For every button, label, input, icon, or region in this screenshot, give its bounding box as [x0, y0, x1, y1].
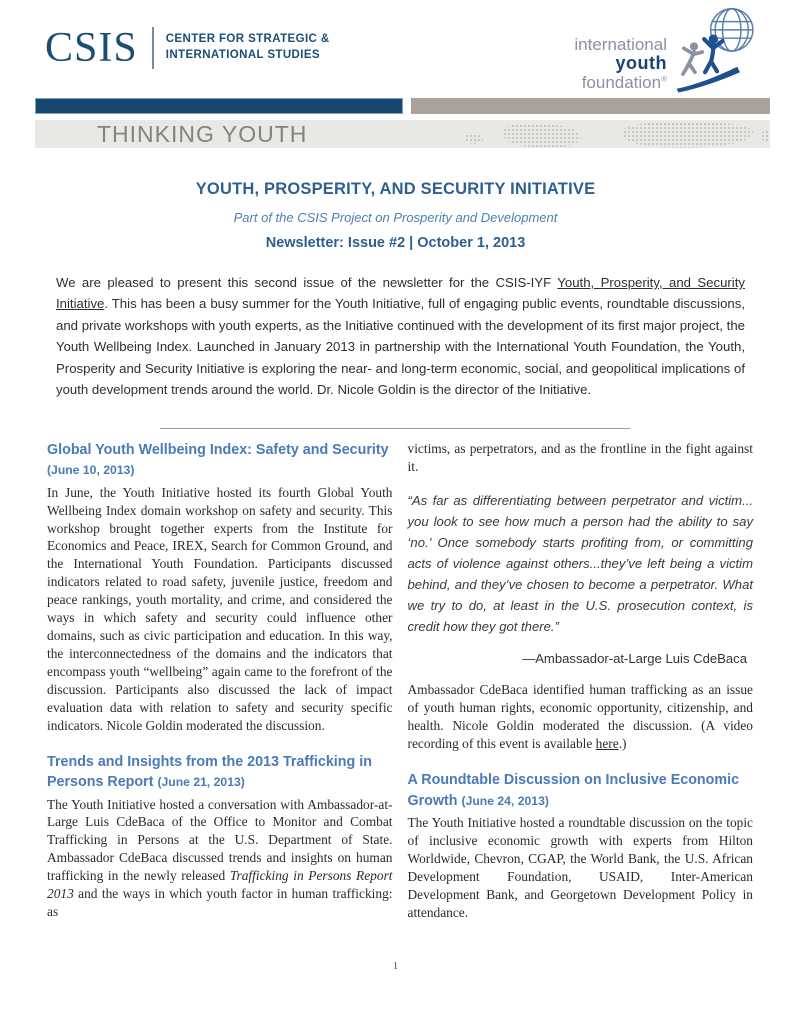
article2-text-before: The Youth Initiative hosted a conversation with Ambassador-at-Large Luis CdeBaca of the Office to Monitor and Combat Trafficking in Persons at the U.S. Department of State. Ambassador CdeBaca discussed trends and insights on human trafficking in the newly released — [47, 796, 393, 884]
intro-text-before: We are pleased to present this second issue of the newsletter for the CSIS-IYF — [56, 275, 558, 290]
initiative-link[interactable]: Youth, Prosperity, and Security Initiative — [56, 275, 745, 312]
video-recording-link[interactable]: here — [595, 736, 619, 752]
masthead — [0, 0, 791, 97]
registered-mark: ® — [661, 74, 667, 84]
bar-gap — [403, 98, 411, 114]
blue-bar — [35, 98, 403, 114]
left-column — [47, 440, 393, 922]
thinking-youth-banner — [35, 120, 770, 148]
article1-date: (June 10, 2013) — [47, 463, 135, 478]
article1-body: In June, the Youth Initiative hosted its fourth Global Youth Wellbeing Index domain workshop on safety and security. This workshop brought together experts from the Institute for Economics and Peace, IREX, Search for Common Ground, and the International Youth Foundation. Participants discussed indicators related to road safety, juvenile justice, freedom and peace rankings, youth mortality, and crime, and considered the ways in which safety and security could influence other domains, such as civic participation and education. In this way, the interconnectedness of the domains and the indicators that encompass youth “wellbeing” again came to the forefront of the discussion. Participants also discussed the lack of impact evaluation data with relation to safety and security specific indicators. Nicole Goldin moderated the discussion. — [47, 484, 393, 733]
cdebaca-text-before: Ambassador CdeBaca identified human trafficking as an issue of youth human rights, economic opportunity, citizenship, and health. Nicole Goldin moderated the discussion. (A video recording of this event is available — [407, 682, 753, 752]
csis-logo-divider — [152, 27, 154, 69]
article-columns — [47, 440, 753, 922]
cdebaca-paragraph — [408, 681, 754, 753]
page-number: 1 — [392, 960, 399, 972]
article2-body — [47, 796, 393, 922]
cdebaca-text-after: .) — [618, 736, 627, 752]
dotted-map-fragment — [465, 134, 483, 144]
intro-paragraph — [56, 272, 745, 400]
title-block — [0, 180, 791, 251]
banner-title: THINKING YOUTH — [97, 120, 308, 147]
iyf-text-youth: youth — [615, 53, 667, 74]
section-divider — [160, 428, 630, 429]
right-column — [408, 440, 754, 922]
intro-text-after: . This has been a busy summer for the Youth Initiative, full of engaging public events, roundtable discussions, and private workshops with youth experts, as the Initiative continued with the development of its first major project, the Youth Wellbeing Index. Launched in January 2013 in partnership with the International Youth Foundation, the Youth, Prosperity and Security Initiative is exploring the near- and long-term economic, social, and geopolitical implications of youth development trends around the world. Dr. Nicole Goldin is the director of the Initiative. — [56, 296, 745, 397]
article2-date: (June 21, 2013) — [157, 775, 245, 790]
dotted-map-fragment — [761, 130, 770, 142]
csis-name-line2: INTERNATIONAL STUDIES — [165, 49, 321, 61]
report-title-italic: Trafficking in Persons Report 2013 — [47, 868, 393, 902]
iyf-globe-figures-icon — [671, 6, 763, 98]
page-subtitle: Part of the CSIS Project on Prosperity and Development — [233, 210, 558, 225]
two-tone-rule — [35, 98, 770, 114]
article3-heading: A Roundtable Discussion on Inclusive Economic Growth (June 24, 2013) — [407, 772, 740, 809]
csis-name-line1: CENTER FOR STRATEGIC & — [165, 33, 330, 46]
article2-text-after: and the ways in which youth factor in human trafficking: as — [47, 886, 393, 920]
iyf-text-international: international — [574, 34, 667, 54]
dotted-map-fragment — [503, 124, 581, 148]
article2-continuation: victims, as perpetrators, and as the frontline in the fight against it. — [407, 441, 753, 474]
article2-heading: Trends and Insights from the 2013 Trafficking in Persons Report (June 21, 2013) — [47, 753, 372, 791]
iyf-logo-text — [574, 36, 667, 92]
csis-logo — [45, 27, 330, 69]
csis-full-name — [166, 32, 330, 63]
iyf-text-foundation: foundation® — [581, 72, 667, 92]
article3-body: The Youth Initiative hosted a roundtable discussion on the topic of inclusive economic growth with experts from Hilton Worldwide, Chevron, CGAP, the World Bank, the U.S. African Development Foundation, USAID, Inter-American Development Bank, and Georgetown Development Policy in attendance. — [407, 814, 753, 920]
pull-quote: “As far as differentiating between perpetrator and victim... you look to see how much a person had the ability to say ‘no.’ Once somebody starts profiting from, or committing acts of violence against others...they’ve left being a victim behind, and they’ve chosen to become a perpetrator. What we try to do, at least in the U.S. prosecution context, is credit how they got there.” — [407, 492, 753, 634]
article1-heading: Global Youth Wellbeing Index: Safety and Security (June 10, 2013) — [47, 442, 389, 478]
article3-date: (June 24, 2013) — [461, 793, 549, 808]
dotted-map-fragment — [623, 122, 753, 148]
csis-acronym: CSIS — [45, 25, 138, 71]
taupe-bar — [411, 98, 770, 114]
iyf-logo — [574, 6, 763, 98]
page-title: YOUTH, PROSPERITY, AND SECURITY INITIATIVE — [195, 180, 596, 198]
quote-attribution: —Ambassador-at-Large Luis CdeBaca — [522, 651, 747, 667]
issue-line: Newsletter: Issue #2 | October 1, 2013 — [265, 235, 526, 251]
